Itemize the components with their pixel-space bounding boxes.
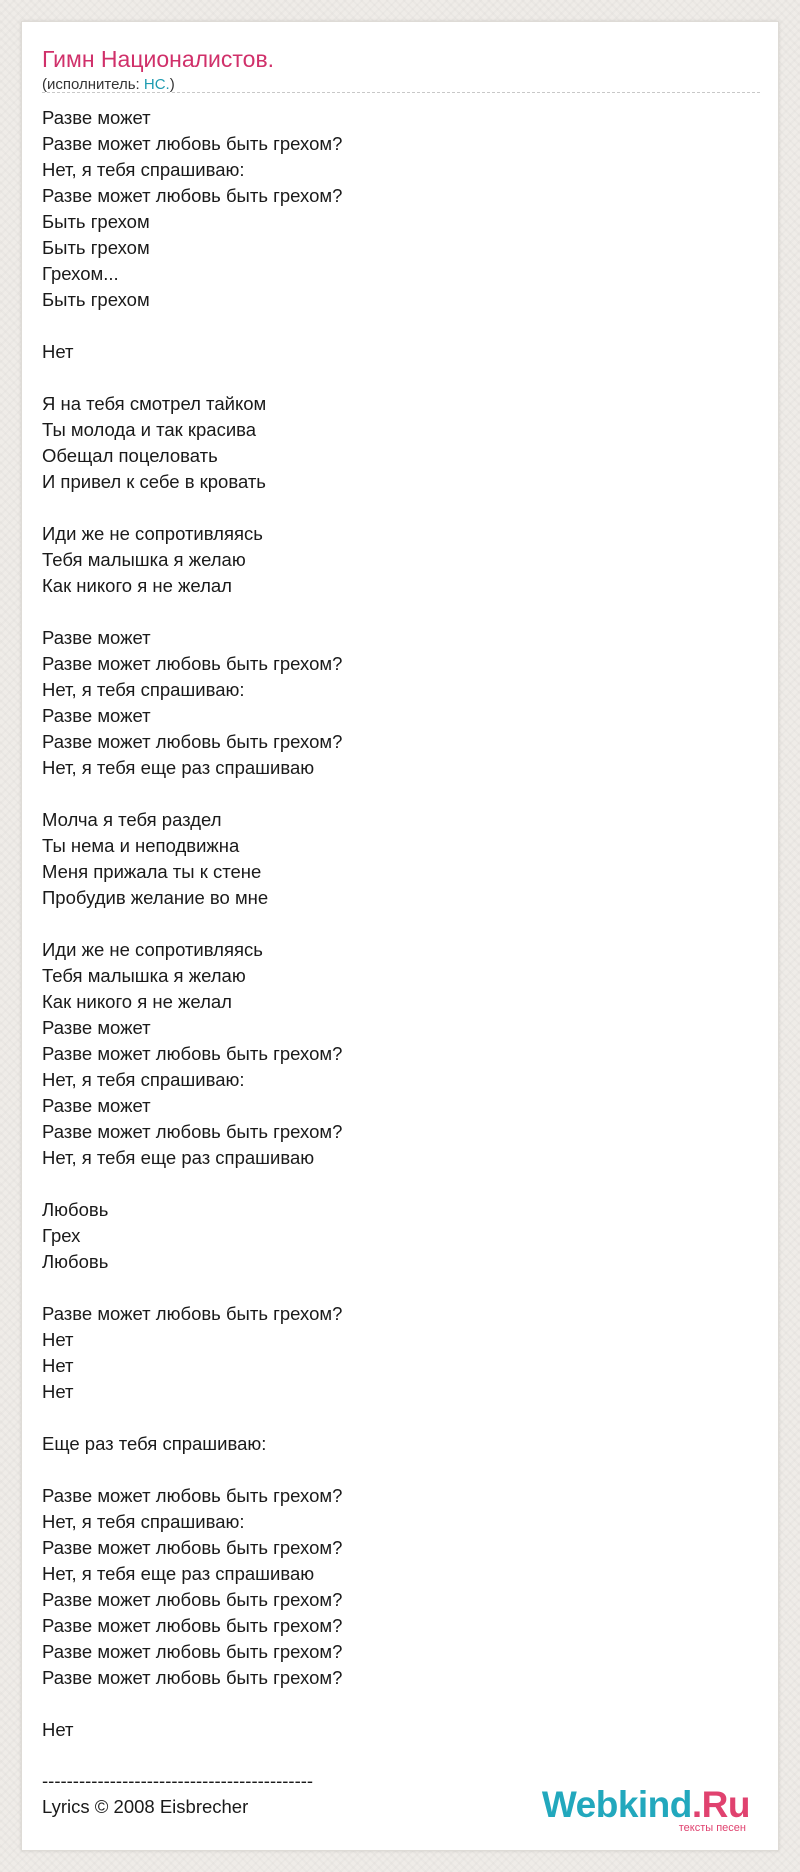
lyric-line: Нет	[42, 1355, 74, 1376]
lyric-line: Разве может	[42, 1095, 151, 1116]
lyric-line: Нет	[42, 1381, 74, 1402]
lyric-line: Разве может любовь быть грехом?	[42, 1537, 343, 1558]
footer-separator: --------------------------------------------	[42, 1770, 314, 1791]
lyric-line: Как никого я не желал	[42, 575, 232, 596]
lyric-line: Нет, я тебя еще раз спрашиваю	[42, 1563, 315, 1584]
lyric-line: Разве может любовь быть грехом?	[42, 1303, 343, 1324]
lyric-line	[42, 781, 760, 807]
lyric-line: Разве может любовь быть грехом?	[42, 1043, 343, 1064]
lyric-line: Разве может	[42, 107, 151, 128]
logo-wordmark	[542, 1786, 750, 1824]
lyric-line	[42, 599, 760, 625]
lyric-line: Иди же не сопротивляясь	[42, 523, 263, 544]
lyric-line	[42, 365, 760, 391]
lyric-line: Тебя малышка я желаю	[42, 549, 246, 570]
lyric-line: Разве может любовь быть грехом?	[42, 653, 343, 674]
header-divider	[42, 92, 760, 93]
lyric-line	[42, 313, 760, 339]
lyric-line: Грехом...	[42, 263, 119, 284]
lyric-line	[42, 1457, 760, 1483]
lyric-line: Разве может	[42, 627, 151, 648]
lyric-line: Разве может любовь быть грехом?	[42, 731, 343, 752]
lyric-line: Молча я тебя раздел	[42, 809, 222, 830]
artist-prefix: (исполнитель:	[42, 76, 144, 93]
lyric-line: Нет, я тебя спрашиваю:	[42, 1511, 245, 1532]
lyric-line: Нет, я тебя еще раз спрашиваю	[42, 757, 315, 778]
logo-suffix: .Ru	[691, 1784, 750, 1825]
logo-main-text: Webkind	[541, 1784, 692, 1825]
lyric-line: Быть грехом	[42, 237, 150, 258]
lyric-line: Любовь	[42, 1251, 109, 1272]
lyric-line: Разве может	[42, 1017, 151, 1038]
lyric-line: Нет, я тебя спрашиваю:	[42, 679, 245, 700]
lyric-line: Разве может	[42, 705, 151, 726]
lyric-line: Разве может любовь быть грехом?	[42, 1485, 343, 1506]
lyric-line: Еще раз тебя спрашиваю:	[42, 1433, 267, 1454]
lyric-line: Как никого я не желал	[42, 991, 232, 1012]
logo-tagline: тексты песен	[678, 1822, 746, 1834]
lyric-line: Нет	[42, 341, 74, 362]
lyrics-card	[21, 21, 779, 1851]
lyric-line: Нет	[42, 1719, 74, 1740]
lyric-line: Нет, я тебя спрашиваю:	[42, 159, 245, 180]
lyric-line: Разве может любовь быть грехом?	[42, 133, 343, 154]
lyric-line: Пробудив желание во мне	[42, 887, 269, 908]
lyric-line: Ты молода и так красива	[42, 419, 257, 440]
webkind-logo[interactable]	[542, 1786, 750, 1834]
song-title: Гимн Националистов.	[42, 46, 275, 72]
lyric-line: И привел к себе в кровать	[42, 471, 266, 492]
copyright-text: Lyrics © 2008 Eisbrecher	[42, 1796, 249, 1817]
lyric-line: Нет, я тебя еще раз спрашиваю	[42, 1147, 315, 1168]
lyric-line: Разве может любовь быть грехом?	[42, 185, 343, 206]
lyric-line: Разве может любовь быть грехом?	[42, 1641, 343, 1662]
lyric-line: Тебя малышка я желаю	[42, 965, 246, 986]
lyric-line	[42, 1171, 760, 1197]
lyric-line: Разве может любовь быть грехом?	[42, 1121, 343, 1142]
lyric-line: Быть грехом	[42, 211, 150, 232]
lyric-line: Грех	[42, 1225, 81, 1246]
lyric-line: Разве может любовь быть грехом?	[42, 1615, 343, 1636]
lyric-line: Любовь	[42, 1199, 109, 1220]
lyric-line: Я на тебя смотрел тайком	[42, 393, 267, 414]
lyric-line: Иди же не сопротивляясь	[42, 939, 263, 960]
lyric-line: Разве может любовь быть грехом?	[42, 1589, 343, 1610]
lyric-line: Разве может любовь быть грехом?	[42, 1667, 343, 1688]
lyric-line	[42, 495, 760, 521]
artist-link[interactable]: НС.	[143, 76, 170, 93]
lyric-line: Меня прижала ты к стене	[42, 861, 262, 882]
lyrics-body	[42, 105, 760, 1743]
lyric-line	[42, 911, 760, 937]
lyric-line	[42, 1275, 760, 1301]
song-header	[42, 44, 760, 95]
lyric-line: Нет, я тебя спрашиваю:	[42, 1069, 245, 1090]
lyric-line: Обещал поцеловать	[42, 445, 218, 466]
artist-suffix: )	[169, 76, 175, 93]
lyric-line: Ты нема и неподвижна	[42, 835, 240, 856]
lyric-line	[42, 1405, 760, 1431]
lyric-line: Нет	[42, 1329, 74, 1350]
lyric-line: Быть грехом	[42, 289, 150, 310]
lyric-line	[42, 1691, 760, 1717]
